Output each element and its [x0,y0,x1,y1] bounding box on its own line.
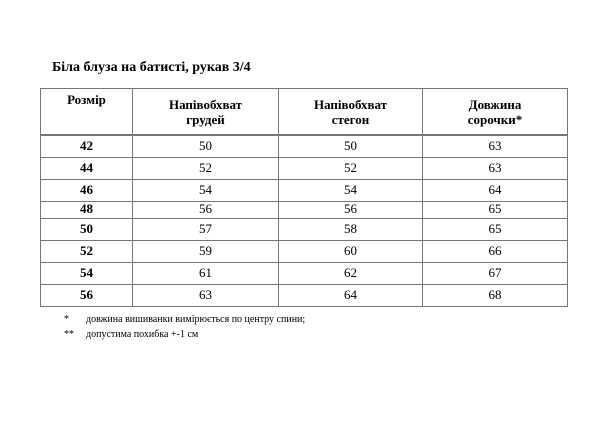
header-length-line1: Довжина [468,96,522,112]
size-cell: 48 [41,201,133,218]
chest-cell: 56 [133,201,279,218]
footnote-length [64,312,305,327]
hips-cell: 60 [279,240,423,262]
length-cell: 67 [423,262,568,284]
length-cell: 65 [423,201,568,218]
table-row [41,284,568,306]
size-cell: 50 [41,218,133,240]
footnote-mark: ** [64,329,74,340]
header-hips [279,89,423,136]
length-cell: 65 [423,218,568,240]
header-chest [133,89,279,136]
header-chest-line2: грудей [186,111,225,127]
size-table [40,88,568,307]
chest-cell: 59 [133,240,279,262]
size-cell: 42 [41,135,133,157]
chest-cell: 61 [133,262,279,284]
table-row [41,201,568,218]
footnote-text: допустима похибка +-1 см [86,329,199,340]
header-size [41,89,133,136]
size-cell: 54 [41,262,133,284]
header-hips-line2: стегон [331,111,370,127]
table-row [41,218,568,240]
length-cell: 68 [423,284,568,306]
table-row [41,240,568,262]
hips-cell: 54 [279,179,423,201]
hips-cell: 52 [279,157,423,179]
size-cell: 44 [41,157,133,179]
hips-cell: 58 [279,218,423,240]
length-cell: 63 [423,135,568,157]
table-row [41,157,568,179]
header-length-line2: сорочки* [467,111,523,127]
hips-cell: 64 [279,284,423,306]
chest-cell: 63 [133,284,279,306]
table-row [41,135,568,157]
hips-cell: 50 [279,135,423,157]
size-cell: 56 [41,284,133,306]
header-chest-line1: Напівобхват [168,96,243,112]
length-cell: 64 [423,179,568,201]
hips-cell: 56 [279,201,423,218]
chest-cell: 57 [133,218,279,240]
header-hips-line1: Напівобхват [313,96,388,112]
footnote-tolerance [64,327,305,342]
chest-cell: 50 [133,135,279,157]
table-header-row [41,89,568,136]
length-cell: 66 [423,240,568,262]
size-cell: 46 [41,179,133,201]
hips-cell: 62 [279,262,423,284]
page-title: Біла блуза на батисті, рукав 3/4 [52,60,251,75]
table-row [41,179,568,201]
chest-cell: 52 [133,157,279,179]
table-row [41,262,568,284]
chest-cell: 54 [133,179,279,201]
footnote-mark: * [64,314,69,325]
size-cell: 52 [41,240,133,262]
header-length [423,89,568,136]
footnote-text: довжина вишиванки вимірюється по центру спини; [86,314,306,325]
length-cell: 63 [423,157,568,179]
header-size-label: Розмір [67,92,106,107]
footnotes [64,312,305,342]
